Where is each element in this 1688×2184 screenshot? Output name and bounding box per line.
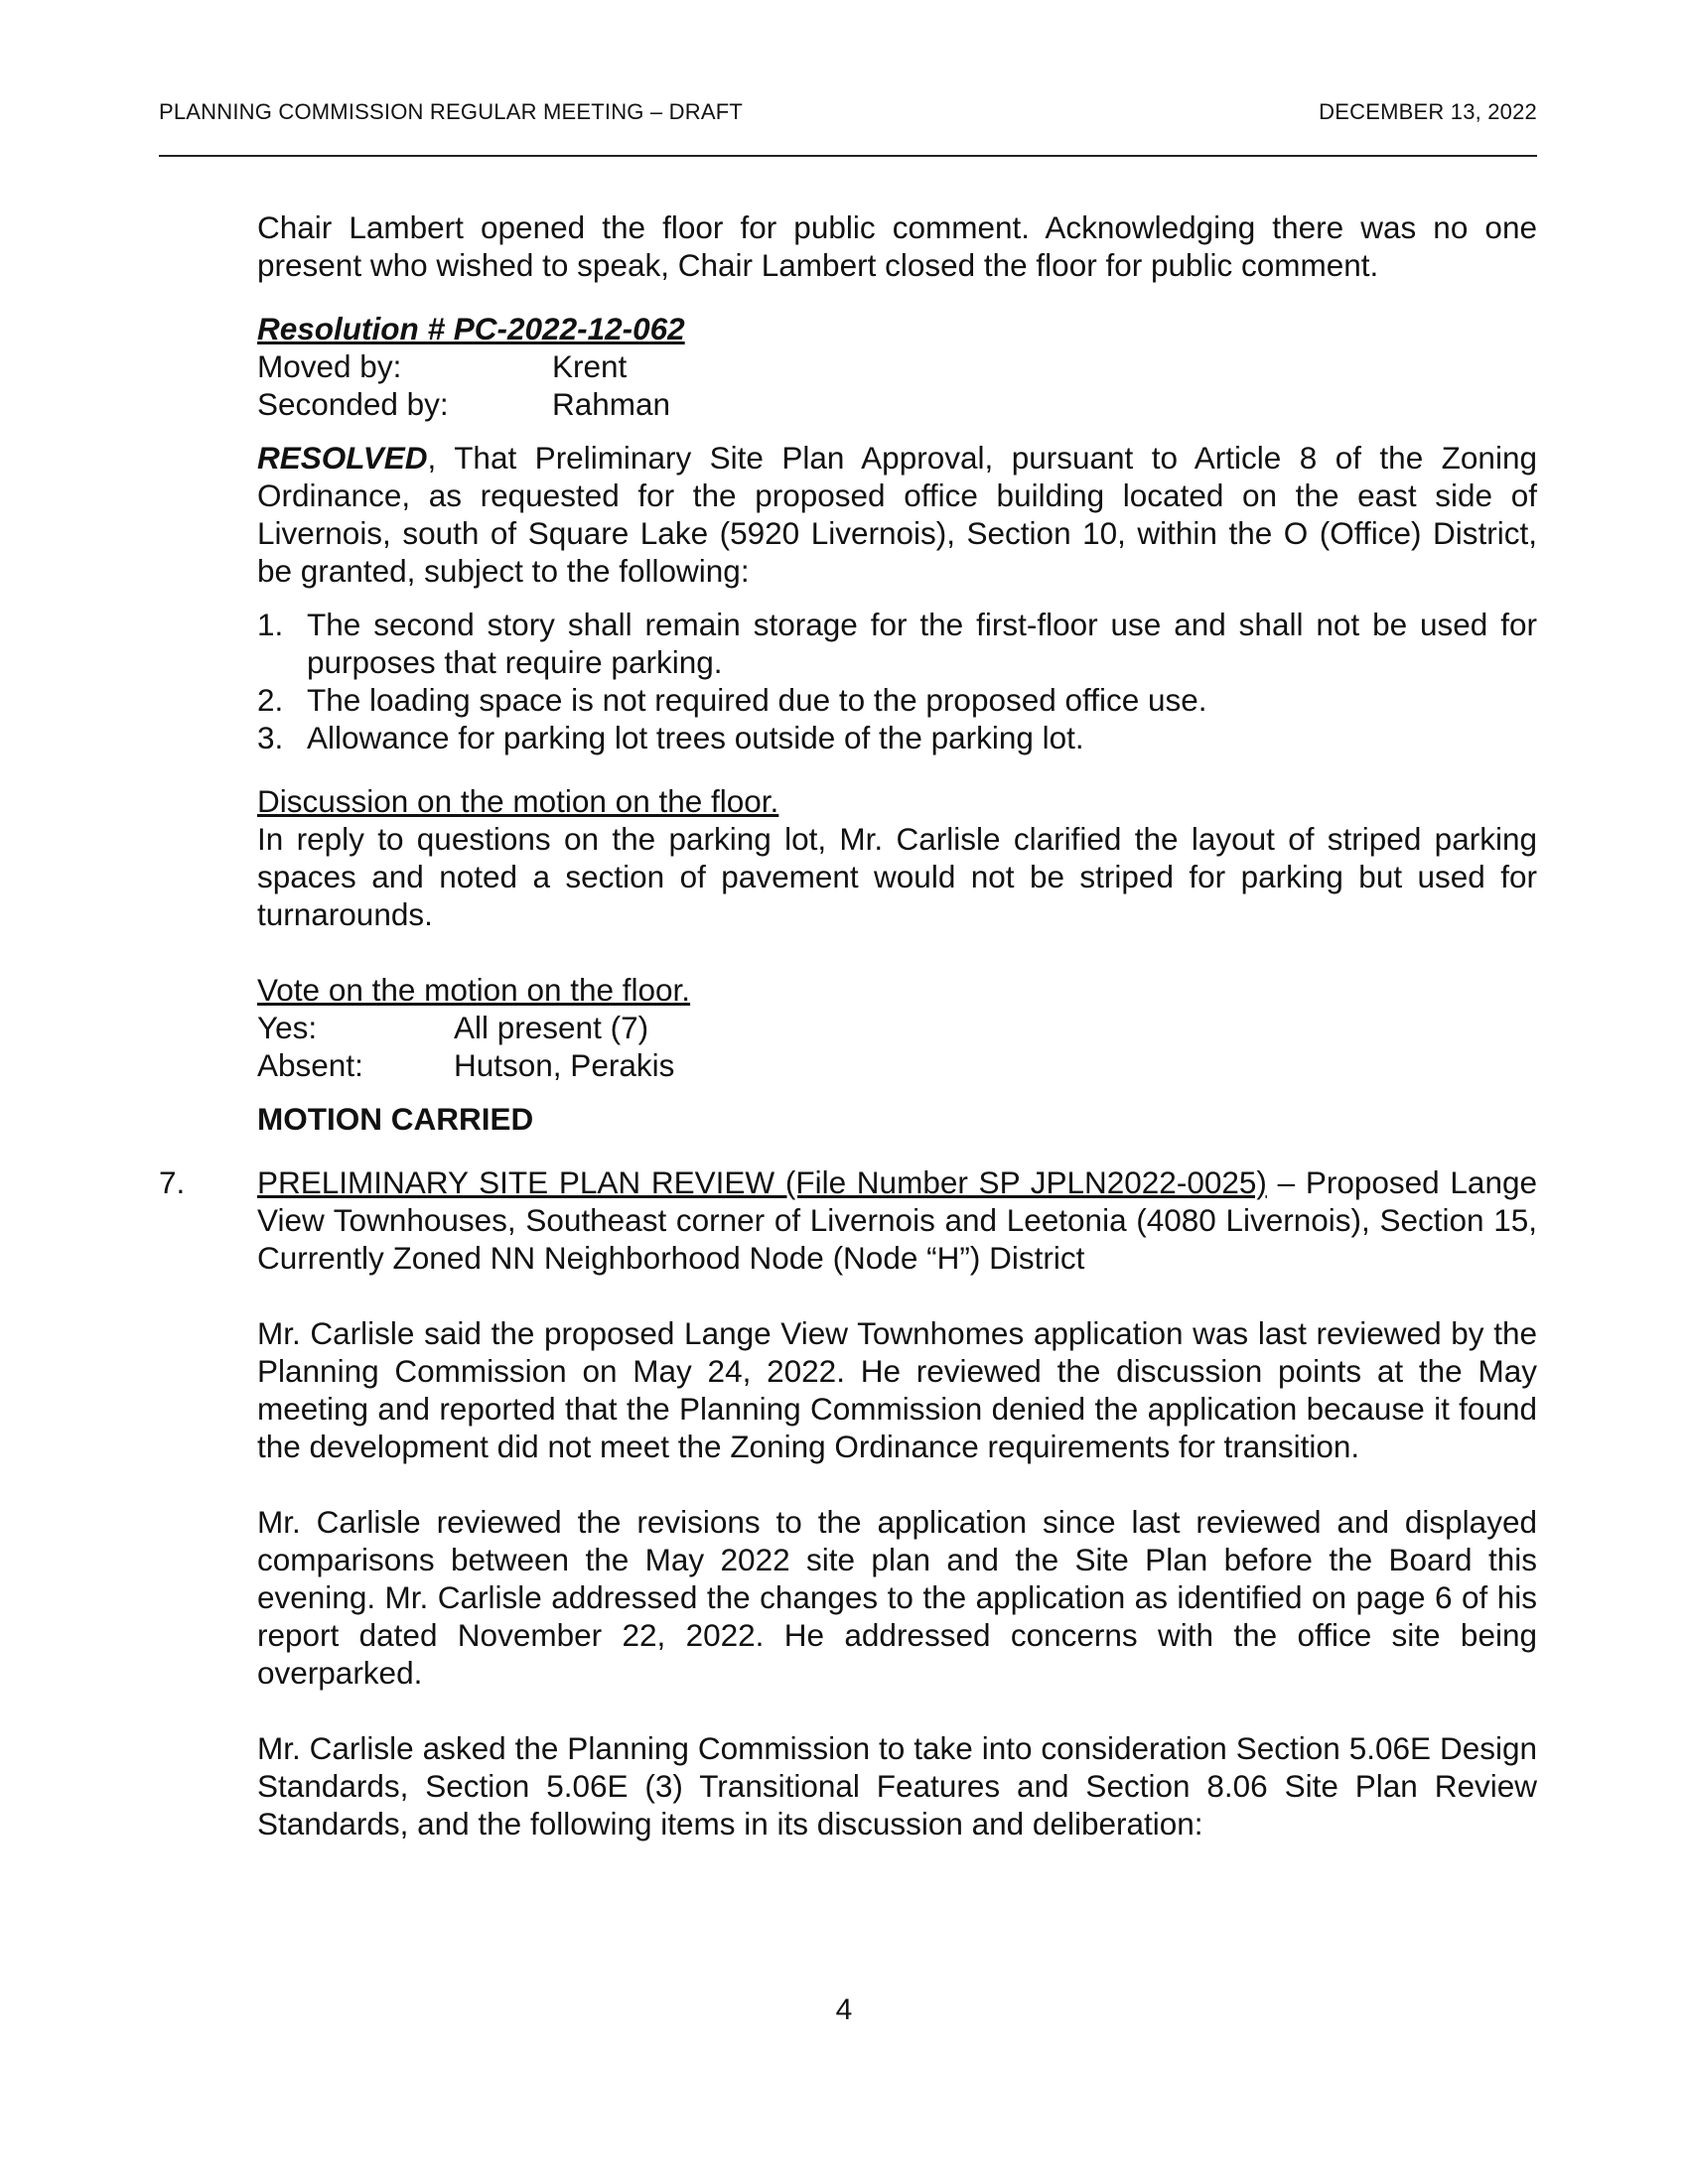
list-item xyxy=(257,606,1537,681)
page-header xyxy=(159,95,1537,157)
resolved-paragraph xyxy=(257,439,1537,590)
vote-yes-value: All present (7) xyxy=(454,1010,649,1045)
resolution-block xyxy=(257,310,1537,756)
vote-yes-row xyxy=(257,1009,1537,1046)
condition-number: 2. xyxy=(257,682,284,718)
public-comment-paragraph: Chair Lambert opened the floor for public comment. Acknowledging there was no one present who wished to speak, Chair Lambert closed the floor for public comment. xyxy=(257,209,1537,283)
seconded-by-label: Seconded by: xyxy=(257,386,449,422)
vote-yes-label: Yes: xyxy=(257,1010,318,1045)
seconded-by-value: Rahman xyxy=(552,386,671,422)
agenda-item-7 xyxy=(159,1163,1537,1843)
condition-text: The second story shall remain storage for the first-floor use and shall not be used for purposes that require parking. xyxy=(307,607,1537,680)
list-item xyxy=(257,719,1537,756)
header-meeting-title: PLANNING COMMISSION REGULAR MEETING – DRAFT xyxy=(159,99,744,124)
vote-absent-row xyxy=(257,1046,1537,1084)
condition-text: The loading space is not required due to the proposed office use. xyxy=(307,682,1207,718)
resolution-title: Resolution # PC-2022-12-062 xyxy=(257,311,685,346)
vote-block xyxy=(257,971,1537,1138)
page-number: 4 xyxy=(835,1993,853,2026)
item7-paragraph-2: Mr. Carlisle reviewed the revisions to the application since last reviewed and displayed comparisons between the May 2022 site plan and the Site Plan before the Board this evening. Mr. Carlisle addressed the changes to the application as identified on page 6 of his report dated November 22, 2022. He addressed concerns with the office site being overparked. xyxy=(257,1504,1537,1691)
vote-absent-value: Hutson, Perakis xyxy=(454,1047,675,1083)
conditions-list xyxy=(257,606,1537,756)
condition-number: 1. xyxy=(257,607,284,642)
agenda-item-title-link: PRELIMINARY SITE PLAN REVIEW (File Number SP JPLN2022-0025) xyxy=(257,1164,1267,1200)
discussion-paragraph: In reply to questions on the parking lot, Mr. Carlisle clarified the layout of striped parking spaces and noted a section of pavement would not be striped for parking but used for turnarounds. xyxy=(257,821,1537,932)
agenda-item-title xyxy=(257,1163,1537,1277)
motion-result: MOTION CARRIED xyxy=(257,1101,534,1137)
list-item xyxy=(257,681,1537,719)
condition-text: Allowance for parking lot trees outside of the parking lot. xyxy=(307,720,1084,755)
moved-by-value: Krent xyxy=(552,348,628,384)
moved-by-row xyxy=(257,347,1537,385)
item7-paragraph-1: Mr. Carlisle said the proposed Lange View Townhomes application was last reviewed by the Planning Commission on May 24, 2022. He reviewed the discussion points at the May meeting and reported that the Planning Commission denied the application because it found the development did not meet the Zoning Ordinance requirements for transition. xyxy=(257,1315,1537,1464)
moved-by-label: Moved by: xyxy=(257,348,402,384)
resolved-text: , That Preliminary Site Plan Approval, pursuant to Article 8 of the Zoning Ordinance, as requested for the proposed office building located on the east side of Livernois, south of Square Lake (5920 Livernois), Section 10, within the O (Office) District, be granted, subject to the following: xyxy=(257,440,1537,589)
vote-heading: Vote on the motion on the floor. xyxy=(257,972,691,1008)
discussion-block xyxy=(257,782,1537,933)
item7-paragraph-3: Mr. Carlisle asked the Planning Commission to take into consideration Section 5.06E Design Standards, Section 5.06E (3) Transitional Features and Section 8.06 Site Plan Review Standards, and the following items in its discussion and deliberation: xyxy=(257,1730,1537,1842)
condition-number: 3. xyxy=(257,720,284,755)
header-date: DECEMBER 13, 2022 xyxy=(1319,99,1537,124)
resolved-word: RESOLVED xyxy=(257,440,428,476)
discussion-heading: Discussion on the motion on the floor. xyxy=(257,783,779,819)
agenda-item-number: 7. xyxy=(159,1164,186,1200)
agenda-item-title-rest: – Proposed Lange View Townhouses, Southeast corner of Livernois and Leetonia (4080 Livernois), Section 15, Currently Zoned NN Neighborhood Node (Node “H”) District xyxy=(257,1164,1537,1276)
seconded-by-row xyxy=(257,385,1537,423)
vote-absent-label: Absent: xyxy=(257,1047,363,1083)
document-body xyxy=(159,208,1537,1843)
